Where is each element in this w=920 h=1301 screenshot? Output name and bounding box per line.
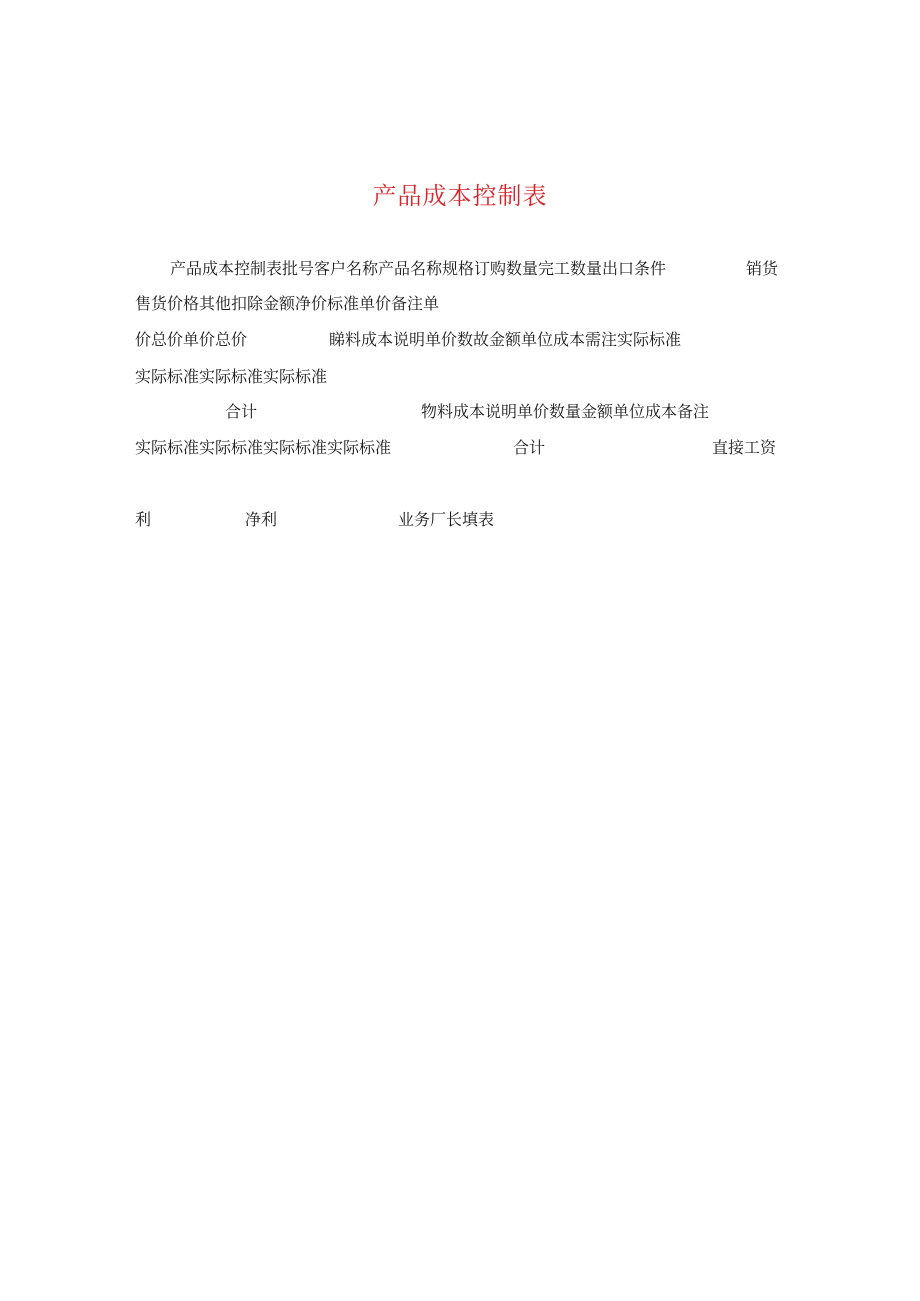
document-title: 产品成本控制表: [372, 182, 548, 210]
sales-label: 销货: [746, 259, 779, 278]
net-profit-label: 净利: [245, 510, 278, 529]
subtotal-a: 合计: [225, 402, 258, 421]
actual-standard-line-b: 实际标准实际标准实际标准实际标准: [135, 438, 392, 457]
header-fields-line: 产品成本控制表批号客户名称产品名称规格订购数量完工数量出口条件: [170, 259, 667, 278]
signoff-line: 业务厂长填表: [398, 510, 495, 529]
direct-wage-label: 直接工资: [712, 438, 777, 457]
material-cost-header-a: 睇料成本说明单价数故金额单位成本需注实际标准: [329, 330, 682, 349]
material-cost-header-b: 物料成本说明单价数量金额单位成本备注: [421, 402, 710, 421]
subtotal-b: 合计: [513, 438, 546, 457]
price-total-line: 价总价单价总价: [135, 330, 248, 349]
actual-standard-line-a: 实际标准实际标准实际标准: [135, 367, 328, 386]
price-fields-line: 售货价格其他扣除金额净价标准单价备注单: [135, 294, 440, 313]
profit-label: 利: [135, 510, 152, 529]
